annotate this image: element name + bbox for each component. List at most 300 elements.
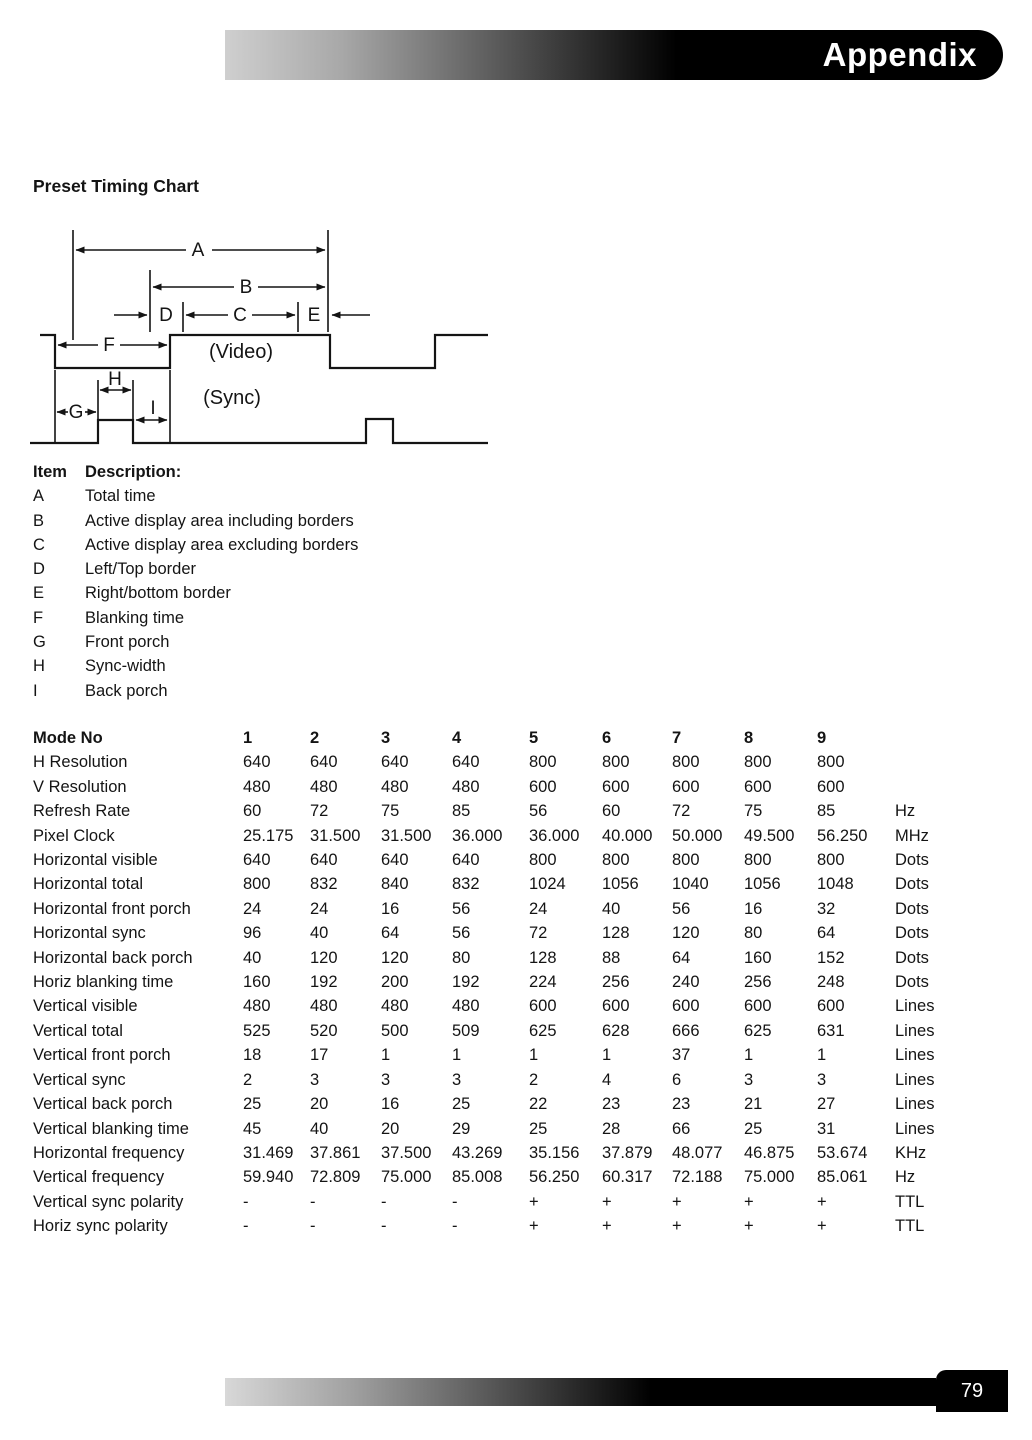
diagram-label-g: G [68,402,84,423]
cell-value: 56 [529,802,548,821]
cell-value: 28 [602,1119,621,1138]
legend-row [33,509,358,533]
legend-row [33,630,358,654]
dimension-guides [55,230,328,443]
cell-value: - [310,1192,316,1211]
cell-value: 3 [310,1070,320,1089]
cell-value: 56 [452,899,471,918]
sync-waveform [30,419,488,443]
legend-item-description: Blanking time [85,608,185,627]
row-unit: Lines [895,1046,935,1065]
cell-value: 16 [744,899,763,918]
cell-value: 66 [672,1119,691,1138]
table-row [33,1214,965,1238]
legend-item-description: Left/Top border [85,560,196,579]
row-unit: Lines [895,1119,935,1138]
cell-value: 1 [817,1046,827,1065]
legend-row [33,484,358,508]
mode-number-header: 4 [452,729,462,747]
cell-value: 152 [817,948,845,967]
table-body [33,750,965,1238]
cell-value: 75 [381,802,400,821]
cell-value: 480 [452,997,480,1016]
cell-value: 75.000 [744,1168,795,1187]
cell-value: 35.156 [529,1143,580,1162]
table-header-row [33,726,965,750]
cell-value: 640 [452,753,480,772]
cell-value: 600 [602,997,630,1016]
mode-number-header: 3 [381,729,391,747]
cell-value: 248 [817,973,845,992]
legend-col-description: Description: [85,463,182,481]
cell-value: 21 [744,1095,763,1114]
mode-number-header: 2 [310,729,320,747]
row-label: Refresh Rate [33,802,131,821]
cell-value: 120 [381,948,409,967]
legend-item-key: G [33,633,46,652]
row-unit: Lines [895,1095,935,1114]
video-signal-label: (Video) [208,341,274,363]
cell-value: 640 [381,851,409,870]
cell-value: 1056 [602,875,639,894]
cell-value: 60 [243,802,262,821]
legend-item-key: D [33,560,45,579]
cell-value: 25.175 [243,826,294,845]
row-unit: Hz [895,802,916,821]
legend-item-key: E [33,584,45,603]
cell-value: 20 [381,1119,400,1138]
row-unit: Lines [895,1070,935,1089]
table-row [33,775,965,799]
cell-value: 3 [744,1070,754,1089]
cell-value: 200 [381,973,409,992]
cell-value: 1056 [744,875,781,894]
cell-value: + [817,1192,827,1211]
legend-item-key: B [33,511,45,530]
cell-value: 23 [602,1095,621,1114]
cell-value: 4 [602,1070,612,1089]
cell-value: + [529,1217,539,1236]
appendix-banner [225,30,1003,80]
diagram-label-f: F [103,335,115,356]
cell-value: - [243,1217,249,1236]
cell-value: 64 [381,924,400,943]
row-unit: TTL [895,1192,925,1211]
cell-value: + [817,1217,827,1236]
cell-value: - [381,1217,387,1236]
cell-value: 509 [452,1021,480,1040]
row-unit: Dots [895,875,929,894]
cell-value: 31.469 [243,1143,294,1162]
row-label: Horizontal frequency [33,1143,185,1162]
cell-value: 96 [243,924,262,943]
cell-value: 800 [672,851,700,870]
table-row [33,1043,965,1067]
cell-value: 800 [602,851,630,870]
cell-value: 625 [529,1021,557,1040]
cell-value: 32 [817,899,836,918]
legend-item-description: Total time [85,487,156,506]
table-row [33,750,965,774]
row-label: Pixel Clock [33,826,115,845]
cell-value: 56 [672,899,691,918]
table-row [33,799,965,823]
cell-value: 24 [310,899,329,918]
legend-item-key: A [33,487,45,506]
row-unit: KHz [895,1143,927,1162]
cell-value: 16 [381,1095,400,1114]
cell-value: 224 [529,973,557,992]
cell-value: 800 [529,753,557,772]
cell-value: 72 [672,802,691,821]
cell-value: 40.000 [602,826,653,845]
cell-value: 128 [602,924,630,943]
cell-value: 25 [529,1119,548,1138]
row-label: Horizontal total [33,875,144,894]
row-label: Vertical front porch [33,1046,171,1065]
cell-value: 31 [817,1119,836,1138]
diagram-label-c: C [233,305,247,326]
table-row [33,1190,965,1214]
table-row [33,1141,965,1165]
page-number-tab [936,1370,1008,1412]
cell-value: 500 [381,1021,409,1040]
cell-value: 24 [529,899,548,918]
cell-value: 24 [243,899,262,918]
cell-value: 480 [381,997,409,1016]
row-label: V Resolution [33,777,127,796]
table-row [33,1019,965,1043]
row-label: Horizontal front porch [33,899,191,918]
row-unit: Dots [895,899,929,918]
row-unit [895,750,965,774]
table-row [33,872,965,896]
diagram-label-d: D [159,305,173,326]
row-unit: Dots [895,948,929,967]
cell-value: 800 [817,753,845,772]
cell-value: 600 [817,997,845,1016]
cell-value: 40 [602,899,621,918]
diagram-label-i: I [150,398,156,419]
table-row [33,848,965,872]
cell-value: 600 [744,777,772,796]
cell-value: 160 [744,948,772,967]
table-row [33,946,965,970]
cell-value: 120 [310,948,338,967]
cell-value: - [243,1192,249,1211]
legend-header [33,460,358,484]
cell-value: 50.000 [672,826,723,845]
cell-value: + [529,1192,539,1211]
legend-item-description: Active display area including borders [85,511,354,530]
table-row [33,824,965,848]
cell-value: 56.250 [817,826,868,845]
cell-value: 3 [817,1070,827,1089]
cell-value: 72 [310,802,329,821]
cell-value: 1 [602,1046,612,1065]
row-unit: Lines [895,997,935,1016]
legend-row [33,679,358,703]
cell-value: 75.000 [381,1168,432,1187]
cell-value: 640 [310,753,338,772]
cell-value: 72.188 [672,1168,723,1187]
unit-header-spacer [895,726,965,750]
cell-value: 160 [243,973,271,992]
cell-value: 88 [602,948,621,967]
cell-value: + [602,1192,612,1211]
cell-value: 480 [381,777,409,796]
cell-value: + [744,1192,754,1211]
cell-value: 40 [310,924,329,943]
cell-value: 640 [243,851,271,870]
cell-value: 480 [452,777,480,796]
page-number: 79 [960,1379,984,1402]
legend-item-description: Active display area excluding borders [85,535,359,554]
row-unit: Dots [895,851,929,870]
cell-value: 192 [310,973,338,992]
legend-item-description: Sync-width [85,657,166,676]
row-unit [895,775,965,799]
cell-value: 31.500 [381,826,432,845]
cell-value: 480 [243,777,271,796]
cell-value: 480 [243,997,271,1016]
legend-row [33,533,358,557]
cell-value: 25 [243,1095,262,1114]
cell-value: 525 [243,1021,271,1040]
cell-value: 36.000 [529,826,580,845]
item-legend [33,460,358,703]
cell-value: 800 [744,851,772,870]
diagram-label-h: H [108,369,122,390]
legend-item-key: C [33,535,45,554]
table-header-label: Mode No [33,729,103,747]
cell-value: 16 [381,899,400,918]
legend-item-key: F [33,608,44,627]
row-label: Vertical blanking time [33,1119,189,1138]
diagram-label-e: E [307,305,321,326]
cell-value: 192 [452,973,480,992]
cell-value: 120 [672,924,700,943]
cell-value: 128 [529,948,557,967]
cell-value: 600 [602,777,630,796]
page-title: Appendix [822,36,977,73]
table-row [33,1117,965,1141]
table-row [33,897,965,921]
preset-timing-table [33,726,965,1239]
cell-value: 1 [452,1046,462,1065]
table-row [33,921,965,945]
cell-value: 20 [310,1095,329,1114]
cell-value: 85 [452,802,471,821]
cell-value: 85.008 [452,1168,503,1187]
legend-list [33,484,358,703]
cell-value: 46.875 [744,1143,795,1162]
mode-number-header: 5 [529,729,539,747]
cell-value: 59.940 [243,1168,294,1187]
cell-value: 45 [243,1119,262,1138]
cell-value: 480 [310,777,338,796]
legend-item-key: I [33,681,38,700]
cell-value: 640 [381,753,409,772]
cell-value: 600 [817,777,845,796]
cell-value: 72 [529,924,548,943]
cell-value: 25 [452,1095,471,1114]
cell-value: 520 [310,1021,338,1040]
row-label: Vertical visible [33,997,138,1016]
row-label: Vertical total [33,1021,123,1040]
mode-number-header: 9 [817,729,827,747]
cell-value: 40 [310,1119,329,1138]
cell-value: 64 [817,924,836,943]
cell-value: 840 [381,875,409,894]
cell-value: - [452,1192,458,1211]
cell-value: 631 [817,1021,845,1040]
row-unit: Dots [895,924,929,943]
cell-value: 600 [672,777,700,796]
cell-value: 72.809 [310,1168,361,1187]
legend-item-description: Right/bottom border [85,584,231,603]
cell-value: 256 [602,973,630,992]
cell-value: 832 [310,875,338,894]
cell-value: - [310,1217,316,1236]
cell-value: 64 [672,948,691,967]
cell-value: 37.879 [602,1143,653,1162]
cell-value: 640 [310,851,338,870]
cell-value: 85.061 [817,1168,868,1187]
cell-value: 40 [243,948,262,967]
mode-number-header: 6 [602,729,612,747]
cell-value: 48.077 [672,1143,723,1162]
cell-value: 60 [602,802,621,821]
cell-value: 1 [529,1046,539,1065]
cell-value: 27 [817,1095,836,1114]
cell-value: 85 [817,802,836,821]
cell-value: 18 [243,1046,262,1065]
row-label: Horizontal visible [33,851,158,870]
diagram-label-b: B [239,277,253,298]
cell-value: 53.674 [817,1143,868,1162]
cell-value: 600 [529,997,557,1016]
cell-value: 666 [672,1021,700,1040]
cell-value: 600 [744,997,772,1016]
timing-diagram [26,222,526,467]
cell-value: 625 [744,1021,772,1040]
legend-row [33,654,358,678]
cell-value: 36.000 [452,826,503,845]
cell-value: 800 [817,851,845,870]
cell-value: 43.269 [452,1143,503,1162]
cell-value: 800 [744,753,772,772]
cell-value: 37.500 [381,1143,432,1162]
cell-value: 75 [744,802,763,821]
legend-item-description: Front porch [85,633,170,652]
cell-value: 800 [529,851,557,870]
cell-value: 56 [452,924,471,943]
mode-number-header: 7 [672,729,682,747]
cell-value: 480 [310,997,338,1016]
cell-value: 1040 [672,875,709,894]
legend-item-description: Back porch [85,681,168,700]
cell-value: + [672,1217,682,1236]
cell-value: 2 [529,1070,539,1089]
cell-value: 3 [381,1070,391,1089]
row-unit: Hz [895,1168,916,1187]
cell-value: 22 [529,1095,548,1114]
row-unit: MHz [895,826,929,845]
row-label: H Resolution [33,753,128,772]
row-label: Vertical sync polarity [33,1192,184,1211]
row-label: Horizontal back porch [33,948,193,967]
legend-row [33,581,358,605]
cell-value: 800 [243,875,271,894]
legend-col-item: Item [33,463,67,481]
cell-value: + [744,1217,754,1236]
cell-value: - [381,1192,387,1211]
table-row [33,994,965,1018]
table-row [33,1092,965,1116]
cell-value: 37 [672,1046,691,1065]
cell-value: 832 [452,875,480,894]
cell-value: + [602,1217,612,1236]
legend-row [33,557,358,581]
cell-value: 17 [310,1046,329,1065]
cell-value: 37.861 [310,1143,361,1162]
cell-value: 1 [381,1046,391,1065]
cell-value: 23 [672,1095,691,1114]
cell-value: 56.250 [529,1168,580,1187]
row-label: Horiz blanking time [33,973,174,992]
legend-item-key: H [33,657,45,676]
cell-value: 60.317 [602,1168,653,1187]
row-label: Horiz sync polarity [33,1217,168,1236]
cell-value: 640 [243,753,271,772]
row-label: Vertical sync [33,1070,126,1089]
section-title: Preset Timing Chart [33,176,199,196]
cell-value: - [452,1217,458,1236]
cell-value: 80 [452,948,471,967]
cell-value: 600 [529,777,557,796]
diagram-label-a: A [191,240,205,261]
cell-value: 2 [243,1070,253,1089]
cell-value: 31.500 [310,826,361,845]
row-label: Vertical back porch [33,1095,173,1114]
legend-row [33,606,358,630]
cell-value: 600 [672,997,700,1016]
row-unit: TTL [895,1217,925,1236]
cell-value: 6 [672,1070,682,1089]
row-label: Vertical frequency [33,1168,165,1187]
table-row [33,1165,965,1189]
cell-value: + [672,1192,682,1211]
cell-value: 240 [672,973,700,992]
cell-value: 29 [452,1119,471,1138]
cell-value: 80 [744,924,763,943]
table-row [33,970,965,994]
cell-value: 800 [602,753,630,772]
cell-value: 49.500 [744,826,795,845]
footer-banner [225,1378,936,1406]
row-unit: Dots [895,973,929,992]
row-label: Horizontal sync [33,924,146,943]
cell-value: 1024 [529,875,566,894]
cell-value: 1048 [817,875,854,894]
table-row [33,1068,965,1092]
mode-number-header: 1 [243,729,253,747]
cell-value: 1 [744,1046,754,1065]
cell-value: 256 [744,973,772,992]
row-unit: Lines [895,1021,935,1040]
cell-value: 3 [452,1070,462,1089]
